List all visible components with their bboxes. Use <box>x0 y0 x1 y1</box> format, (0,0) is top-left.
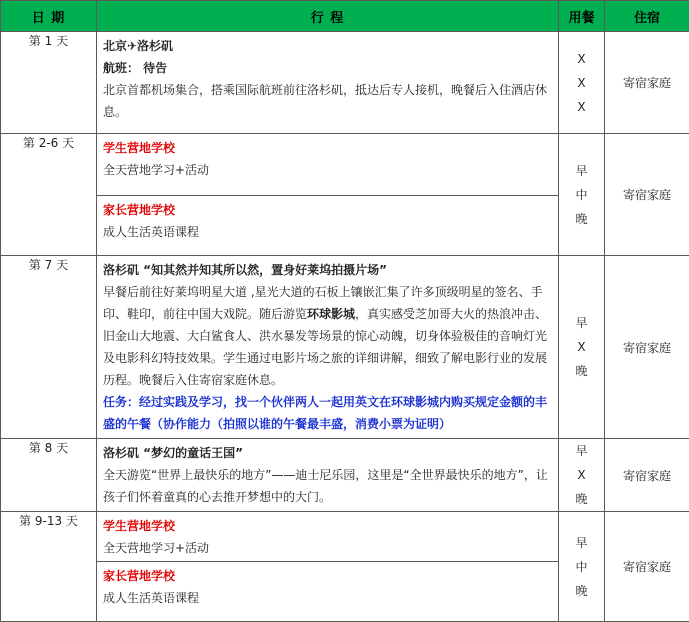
table-row-day-1 <box>1 32 689 134</box>
day-cell: 第 7 天 <box>1 256 97 439</box>
header-meals: 用餐 <box>559 1 605 32</box>
header-itinerary: 行 程 <box>97 1 559 32</box>
meals-cell <box>559 256 605 439</box>
student-camp-title: 学生营地学校 <box>103 515 552 537</box>
parent-camp-block <box>97 561 558 612</box>
day-title: 洛杉矶 “知其然并知其所以然，置身好莱坞拍摄片场” <box>103 259 552 281</box>
meals-cell <box>559 32 605 134</box>
meal-breakfast: 早 <box>559 159 604 183</box>
universal-studios-emphasis: 环球影城 <box>307 307 355 321</box>
student-camp-block <box>97 134 558 195</box>
day-description: 北京首都机场集合，搭乘国际航班前往洛杉矶，抵达后专人接机，晚餐后入住酒店休息。 <box>103 79 552 123</box>
task-note: 任务：经过实践及学习，找一个伙伴两人一起用英文在环球影城内购买规定金额的丰盛的午餐（协作能力（拍照以谁的午餐最丰盛，消费小票为证明） <box>103 391 552 435</box>
header-row <box>1 1 689 32</box>
table-row-day-2-6 <box>1 134 689 256</box>
flight-info: 航班： 待告 <box>103 57 552 79</box>
meal-breakfast: 早 <box>559 439 604 463</box>
day-cell: 第 8 天 <box>1 439 97 512</box>
meal-dinner: 晚 <box>559 579 604 603</box>
meal-breakfast: 早 <box>559 531 604 555</box>
table-row-day-8 <box>1 439 689 512</box>
meal-lunch: 中 <box>559 183 604 207</box>
lodging-cell: 寄宿家庭 <box>605 32 689 134</box>
student-camp-text: 全天营地学习+活动 <box>103 537 552 559</box>
parent-camp-title: 家长营地学校 <box>103 199 552 221</box>
meals-cell <box>559 512 605 622</box>
meal-breakfast: X <box>559 47 604 71</box>
student-camp-text: 全天营地学习+活动 <box>103 159 552 181</box>
day-cell: 第 9-13 天 <box>1 512 97 622</box>
table-row-day-7 <box>1 256 689 439</box>
lodging-cell: 寄宿家庭 <box>605 439 689 512</box>
meal-dinner: 晚 <box>559 359 604 383</box>
day-description: 早餐后前往好莱坞明星大道 ,星光大道的石板上镶嵌汇集了许多顶级明星的签名、手印、鞋印，前往中国大戏院。随后游览环球影城，真实感受芝加哥大火的热浪冲击、旧金山大地震、大白鲨食人、洪水暴发等场景的惊心动魄，切身体验极佳的音响灯光及电影科幻特技效果。学生通过电影片场之旅的详细讲解，细致了解电影行业的发展历程。晚餐后入住寄宿家庭休息。 <box>103 281 552 391</box>
route-title: 北京✈洛杉矶 <box>103 35 552 57</box>
day-cell: 第 1 天 <box>1 32 97 134</box>
meal-lunch: X <box>559 463 604 487</box>
parent-camp-block <box>97 195 558 255</box>
day-cell: 第 2-6 天 <box>1 134 97 256</box>
student-camp-title: 学生营地学校 <box>103 137 552 159</box>
header-lodging: 住宿 <box>605 1 689 32</box>
itinerary-cell <box>97 32 559 134</box>
meal-lunch: X <box>559 335 604 359</box>
meal-dinner: 晚 <box>559 487 604 511</box>
meals-cell <box>559 134 605 256</box>
lodging-cell: 寄宿家庭 <box>605 256 689 439</box>
student-camp-block <box>97 512 558 561</box>
parent-camp-text: 成人生活英语课程 <box>103 587 552 609</box>
itinerary-cell <box>97 256 559 439</box>
meals-cell <box>559 439 605 512</box>
day-title: 洛杉矶 “梦幻的童话王国” <box>103 442 552 464</box>
lodging-cell: 寄宿家庭 <box>605 512 689 622</box>
day-description: 全天游览“世界上最快乐的地方”——迪士尼乐园，这里是“全世界最快乐的地方”，让孩子们怀着童真的心去推开梦想中的大门。 <box>103 464 552 508</box>
parent-camp-text: 成人生活英语课程 <box>103 221 552 243</box>
itinerary-cell <box>97 512 559 622</box>
meal-dinner: X <box>559 95 604 119</box>
itinerary-cell <box>97 439 559 512</box>
header-day: 日 期 <box>1 1 97 32</box>
itinerary-cell <box>97 134 559 256</box>
meal-lunch: X <box>559 71 604 95</box>
meal-lunch: 中 <box>559 555 604 579</box>
meal-breakfast: 早 <box>559 311 604 335</box>
parent-camp-title: 家长营地学校 <box>103 565 552 587</box>
meal-dinner: 晚 <box>559 207 604 231</box>
table-row-day-9-13 <box>1 512 689 622</box>
lodging-cell: 寄宿家庭 <box>605 134 689 256</box>
